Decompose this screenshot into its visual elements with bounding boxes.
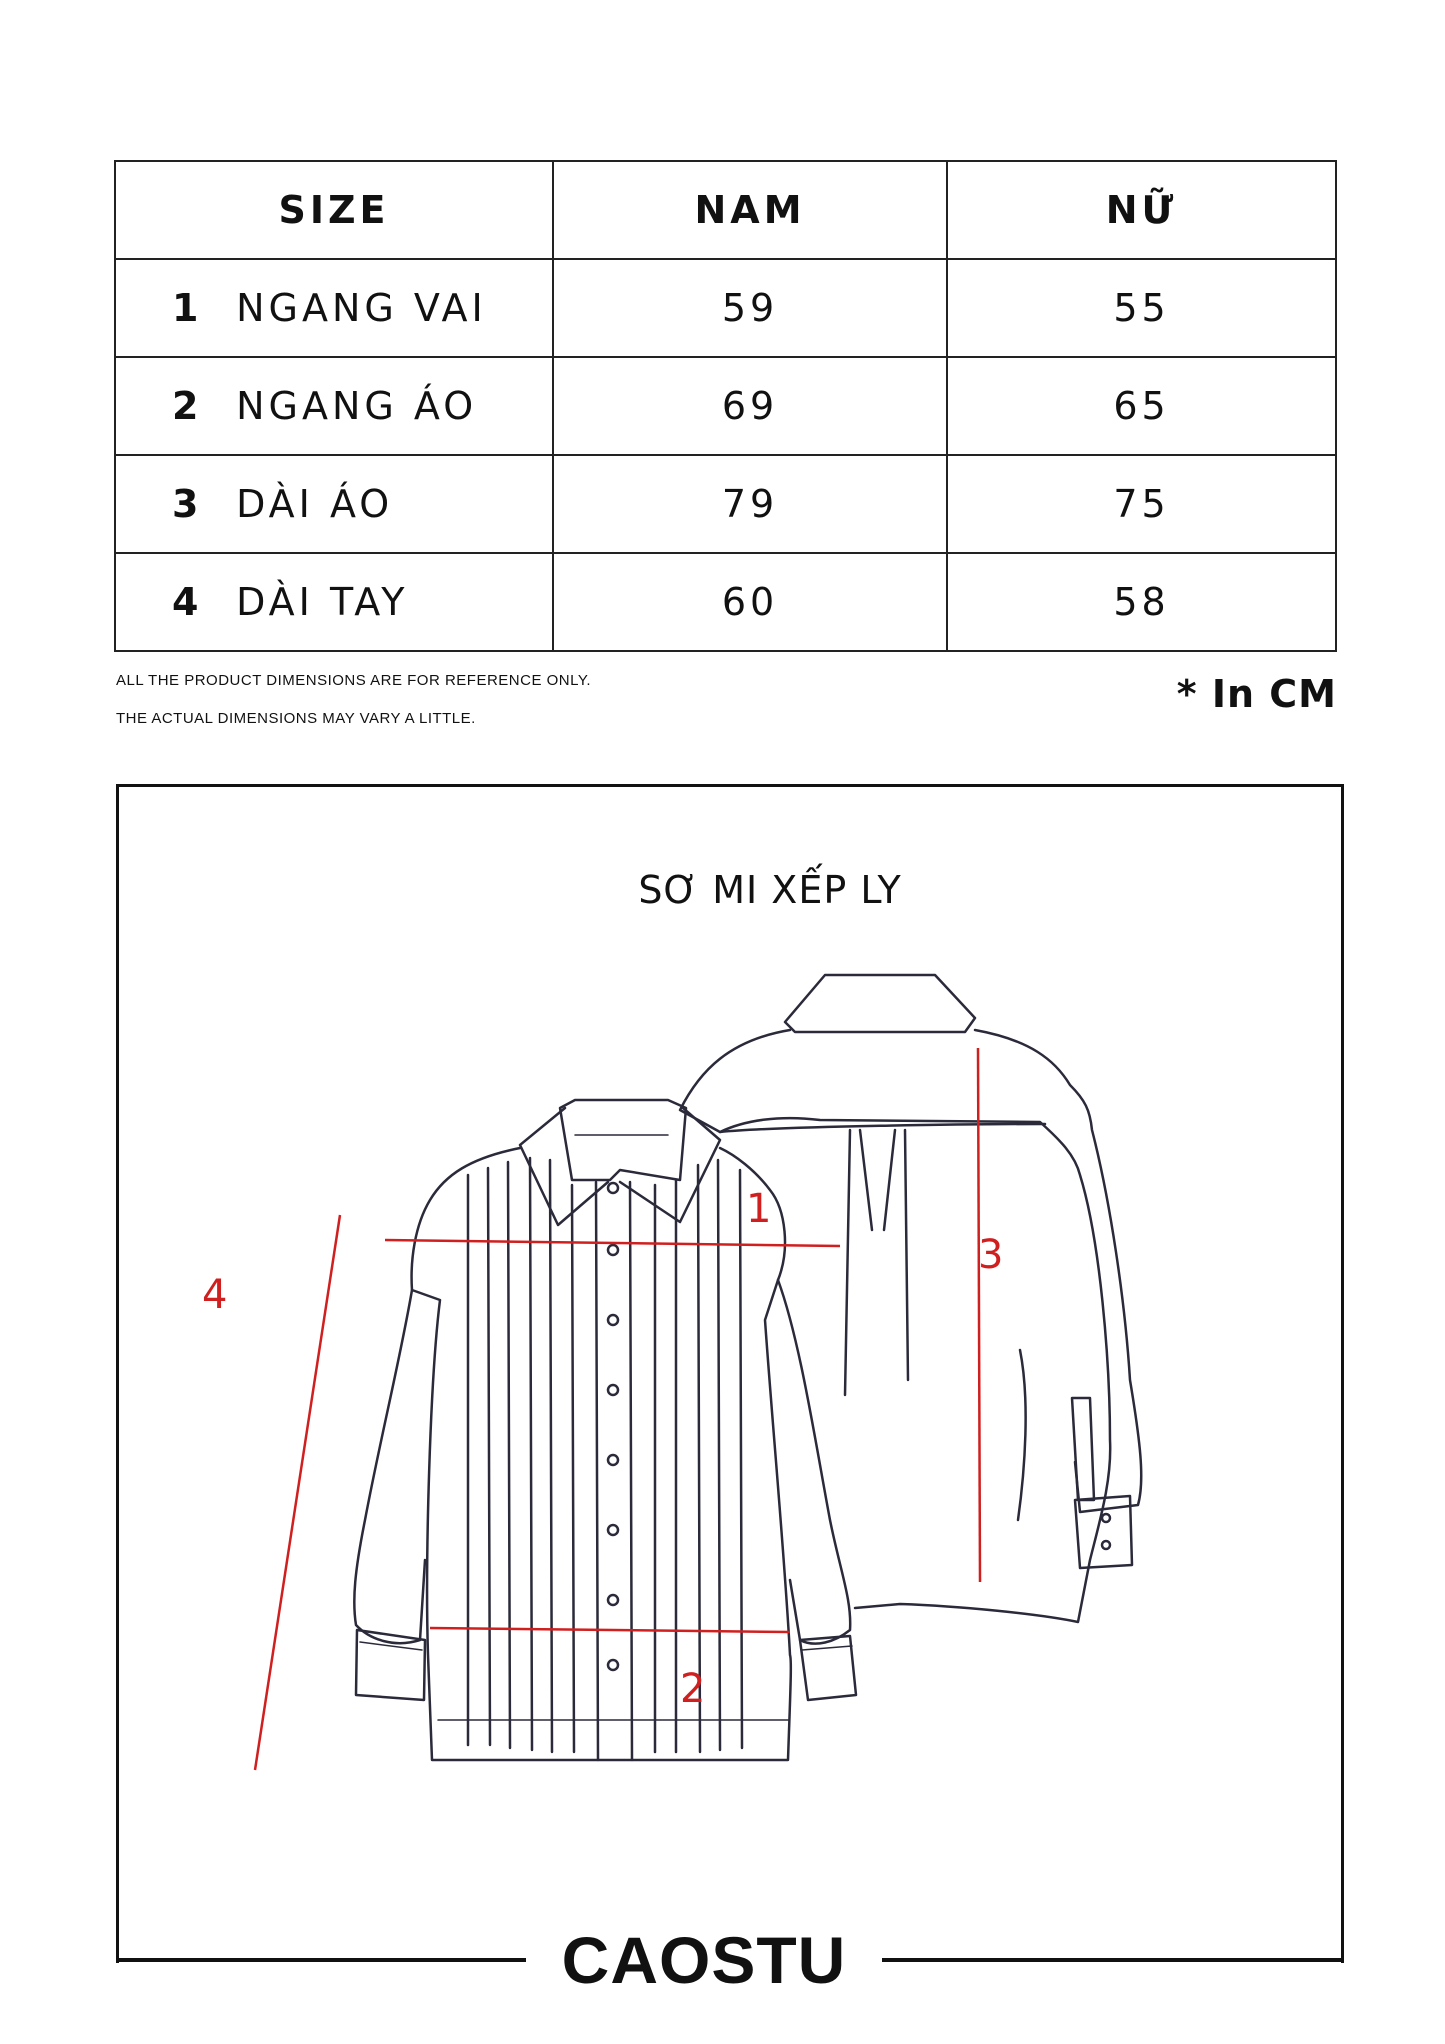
back-body-outline [680,1030,1110,1622]
label-chest: 2 [680,1666,706,1712]
collar-stand [560,1100,686,1180]
header-nam: NAM [553,161,947,259]
label-length: 3 [978,1232,1004,1278]
front-buttons [608,1183,618,1670]
value-nam: 79 [553,455,947,553]
value-nam: 59 [553,259,947,357]
length-measure-line [978,1048,980,1582]
value-nu: 58 [947,553,1336,651]
front-right-sleeve [778,1280,850,1644]
front-left-sleeve [354,1290,425,1643]
row-number: 4 [172,580,199,624]
sleeve-measure-line [255,1215,340,1770]
value-nu: 65 [947,357,1336,455]
row-name: NGANG VAI [236,286,487,330]
row-name: NGANG ÁO [236,384,478,428]
shirt-back-view [680,975,1141,1622]
front-placket [596,1182,632,1760]
brand-logo: CAOSTU [561,1923,847,1997]
chest-measure-line [430,1628,790,1632]
header-nu: NỮ [947,161,1336,259]
value-nam: 69 [553,357,947,455]
row-number: 3 [172,482,199,526]
disclaimer-line-1: ALL THE PRODUCT DIMENSIONS ARE FOR REFERENCE ONLY. [116,672,592,689]
shirt-front-view [354,1100,856,1760]
row-number: 2 [172,384,199,428]
row-number: 1 [172,286,199,330]
row-name: DÀI ÁO [236,482,394,526]
disclaimer-line-2: THE ACTUAL DIMENSIONS MAY VARY A LITTLE. [116,710,476,727]
label-shoulder: 1 [746,1186,772,1232]
back-collar [785,975,975,1032]
value-nam: 60 [553,553,947,651]
value-nu: 75 [947,455,1336,553]
back-yoke-seam [720,1124,1045,1132]
product-title: SƠ MI XẾP LY [638,868,902,912]
unit-label: * In CM [1176,672,1337,716]
label-sleeve: 4 [202,1272,228,1318]
value-nu: 55 [947,259,1336,357]
row-name: DÀI TAY [236,580,409,624]
header-size: SIZE [115,161,553,259]
